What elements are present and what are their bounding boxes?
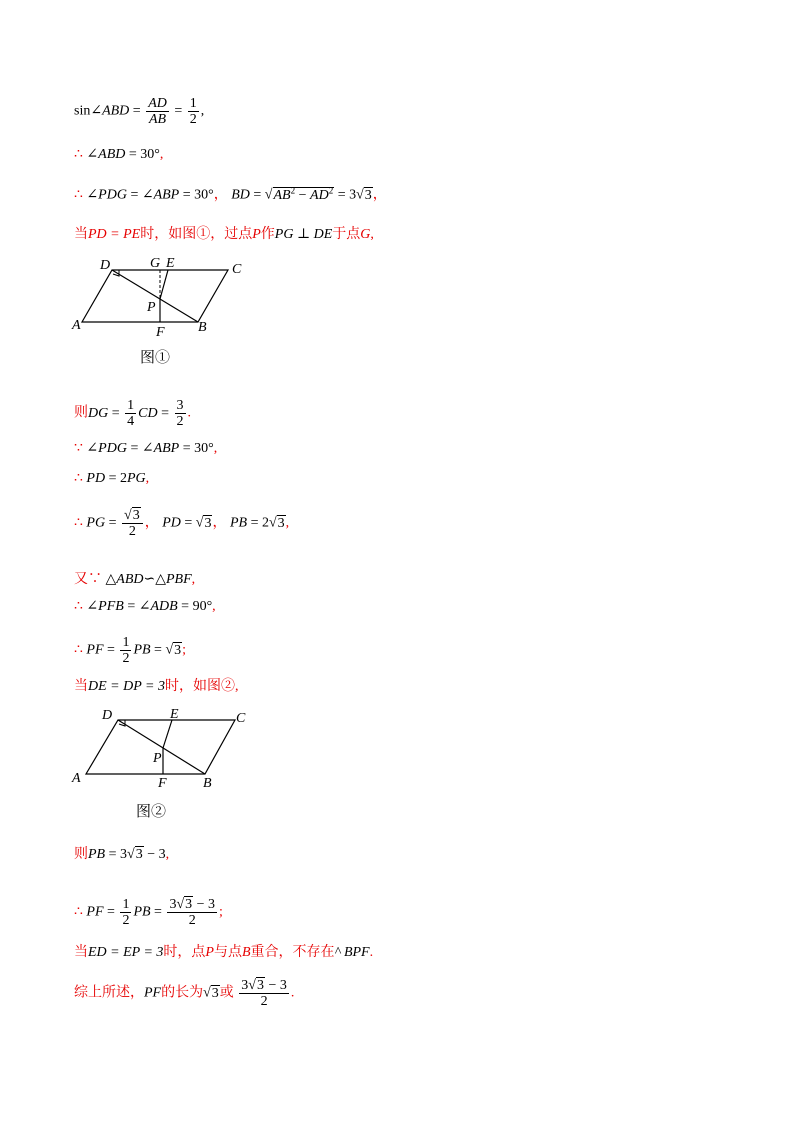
line-case-ed-ep: 当ED = EP = 3时，点P与点B重合，不存在^ BPF. xyxy=(74,945,374,960)
fig1-label-g: G xyxy=(150,256,161,271)
fig2-label-c: C xyxy=(236,711,246,726)
fig1-label-a: A xyxy=(72,318,81,333)
line-case-de-dp: 当DE = DP = 3时，如图②, xyxy=(74,679,239,694)
fig2-label-b: B xyxy=(203,776,212,791)
fig1-label-b: B xyxy=(198,320,207,335)
line-therefore-abd-30: ∴ ∠ABD = 30°, xyxy=(74,147,164,162)
line-case-pd-pe: 当PD = PE时，如图①，过点P作PG ⊥ DE于点G, xyxy=(74,227,374,242)
figure-2-caption: 图② xyxy=(136,804,167,820)
figure-1-parallelogram xyxy=(68,252,258,340)
line-pfb-90: ∴ ∠PFB = ∠ADB = 90°, xyxy=(74,599,216,614)
figure-1-caption: 图① xyxy=(140,350,171,366)
fig2-label-f: F xyxy=(158,776,167,791)
line-pd-2pg: ∴ PD = 2PG, xyxy=(74,471,150,486)
fig2-label-d: D xyxy=(102,708,113,723)
fig1-label-e: E xyxy=(166,256,175,271)
figure-2-parallelogram xyxy=(68,702,258,792)
line-similar-triangles: 又∵ △ABD∽△PBF, xyxy=(74,572,196,587)
fig1-label-c: C xyxy=(232,262,242,277)
line-because-pdg: ∵ ∠PDG = ∠ABP = 30°, xyxy=(74,441,218,456)
line-pb-value: 则PB = 3√3 − 3, xyxy=(74,847,170,862)
fig1-label-d: D xyxy=(100,258,111,273)
fig2-label-p: P xyxy=(153,751,162,766)
fig2-label-a: A xyxy=(72,771,81,786)
fig2-label-e: E xyxy=(170,707,179,722)
line-pdg-abp-bd: ∴ ∠PDG = ∠ABP = 30°， BD = $√AB^2 - AD^2 = 3√3$， xyxy=(74,185,387,203)
line-pf-second: ∴ PF = $\frac{1}{2}$ PB = $\frac{3√3 - 3}{2}$ ; xyxy=(74,897,223,928)
line-pf-sqrt3: ∴ PF = $\frac{1}{2}$ PB = √3; xyxy=(74,635,187,666)
line-dg-value: 则DG = $\frac{1}{4}$ CD = $\frac{3}{2}$ . xyxy=(74,398,191,429)
fig1-label-f: F xyxy=(156,325,165,340)
line-conclusion: 综上所述，PF的长为√3或 $\frac{3√3 - 3}{2}$ . xyxy=(74,978,295,1009)
line-pg-pd-pb: ∴ PG = $\frac{√3}{2}$ ， PD = √3， PB = 2√3, xyxy=(74,508,290,539)
fig1-label-p: P xyxy=(147,300,156,315)
line-sin-abd: sin∠ABD = $\frac{AD}{AB}$ = $\frac{1}{2}$ , xyxy=(74,96,205,127)
